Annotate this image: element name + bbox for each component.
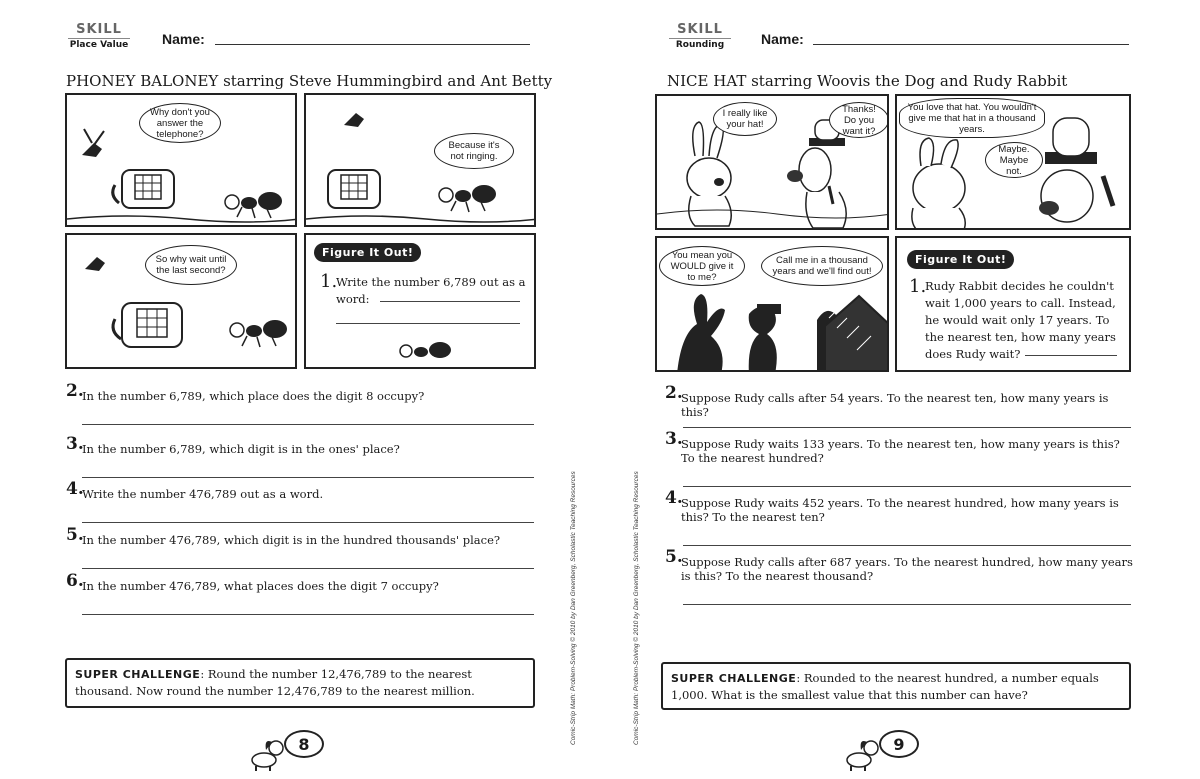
question-text: Suppose Rudy calls after 54 years. To the nearest ten, how many years is this? [681,391,1109,419]
skill-badge [68,22,130,50]
speech-bubble: Why don't you answer the telephone? [139,103,221,143]
question-number: 6. [66,571,84,591]
question-text: In the number 6,789, which place does the digit 8 occupy? [82,389,425,403]
question-number: 1. [320,271,338,292]
comic-strip-title: NICE HAT starring Woovis the Dog and Rudy Rabbit [667,72,1068,90]
super-challenge-text: : Round the number 12,476,789 to the nearest thousand. Now round the number 12,476,789 to the nearest million. [75,667,475,698]
super-challenge-box [661,662,1131,710]
comic-panel-2 [895,94,1131,230]
question-number: 5. [665,547,683,567]
speech-bubble: You love that hat. You wouldn't give me that hat in a thousand years. [899,98,1045,138]
answer-line[interactable] [683,427,1131,428]
question-text: Rudy Rabbit decides he couldn't wait 1,000 years to call. Instead, he would wait only 17 years. To the nearest ten, how many years does Rudy wait? [925,279,1116,361]
figure-it-out-panel [895,236,1131,372]
question-text: In the number 476,789, what places does the digit 7 occupy? [82,579,439,593]
name-input-line[interactable] [813,44,1129,45]
question-number: 3. [665,429,683,449]
speech-bubble: Because it's not ringing. [434,133,514,169]
comic-panel-2 [304,93,536,227]
comic-panel-1 [655,94,889,230]
question-number: 2. [665,383,683,403]
answer-line[interactable] [683,545,1131,546]
question-number: 4. [66,479,84,499]
speech-bubble: Maybe. Maybe not. [985,142,1043,178]
answer-line[interactable] [1025,355,1117,356]
figure-it-out-panel [304,233,536,369]
question-text: In the number 6,789, which digit is in the ones' place? [82,442,400,456]
skill-word: SKILL [76,22,122,37]
page-number: 9 [879,730,919,758]
name-label: Name: [761,31,804,47]
question-number: 4. [665,488,683,508]
figure-it-out-badge: Figure It Out! [314,243,421,262]
figure-it-out-badge: Figure It Out! [907,250,1014,269]
super-challenge-label: SUPER CHALLENGE [75,668,201,681]
answer-line[interactable] [683,486,1131,487]
right-worksheet-page [655,0,1200,779]
comic-panel-1 [65,93,297,227]
question-text: Write the number 6,789 out as a word: [336,275,526,306]
question-text: Suppose Rudy waits 452 years. To the nearest hundred, how many years is this? To the nearest ten? [681,496,1119,524]
question-text: Suppose Rudy waits 133 years. To the nearest ten, how many years is this? To the nearest hundred? [681,437,1120,465]
name-label: Name: [162,31,205,47]
copyright-credit: Comic-Strip Math: Problem-Solving © 2010 by Dan Greenberg, Scholastic Teaching Resources [633,471,640,745]
skill-word: SKILL [677,22,723,37]
left-worksheet-page [60,0,620,779]
ant-icon [306,235,536,369]
question-text: Write the number 476,789 out as a word. [82,487,324,501]
dog-mascot-icon [246,728,286,772]
answer-line[interactable] [82,477,534,478]
page-number: 8 [284,730,324,758]
answer-line[interactable] [683,604,1131,605]
question-number: 2. [66,381,84,401]
answer-line[interactable] [82,568,534,569]
question-number: 1. [909,276,927,297]
name-input-line[interactable] [215,44,530,45]
page-number-badge [841,728,931,772]
skill-name: Rounding [669,38,731,50]
comic-panel-3 [65,233,297,369]
skill-badge [669,22,731,50]
skill-name: Place Value [69,40,129,50]
answer-line[interactable] [82,424,534,425]
question-number: 5. [66,525,84,545]
question-text: Suppose Rudy calls after 687 years. To the nearest hundred, how many years is this? To the nearest thousand? [681,555,1133,583]
copyright-credit: Comic-Strip Math: Problem-Solving © 2010 by Dan Greenberg, Scholastic Teaching Resources [570,471,577,745]
answer-line[interactable] [82,522,534,523]
speech-bubble: Call me in a thousand years and we'll find out! [761,246,883,286]
dog-mascot-icon [841,728,881,772]
comic-strip-title: PHONEY BALONEY starring Steve Hummingbird and Ant Betty [66,72,553,90]
speech-bubble: You mean you WOULD give it to me? [659,246,745,286]
page-number-badge [246,728,336,772]
speech-bubble: Thanks! Do you want it? [829,102,889,138]
super-challenge-label: SUPER CHALLENGE [671,672,797,685]
question-text: In the number 476,789, which digit is in the hundred thousands' place? [82,533,501,547]
answer-line[interactable] [82,614,534,615]
question-number: 3. [66,434,84,454]
speech-bubble: So why wait until the last second? [145,245,237,285]
speech-bubble: I really like your hat! [713,102,777,136]
super-challenge-text: : Rounded to the nearest hundred, a number equals 1,000. What is the smallest value that this number can have? [671,671,1099,702]
comic-panel-3 [655,236,889,372]
super-challenge-box [65,658,535,708]
